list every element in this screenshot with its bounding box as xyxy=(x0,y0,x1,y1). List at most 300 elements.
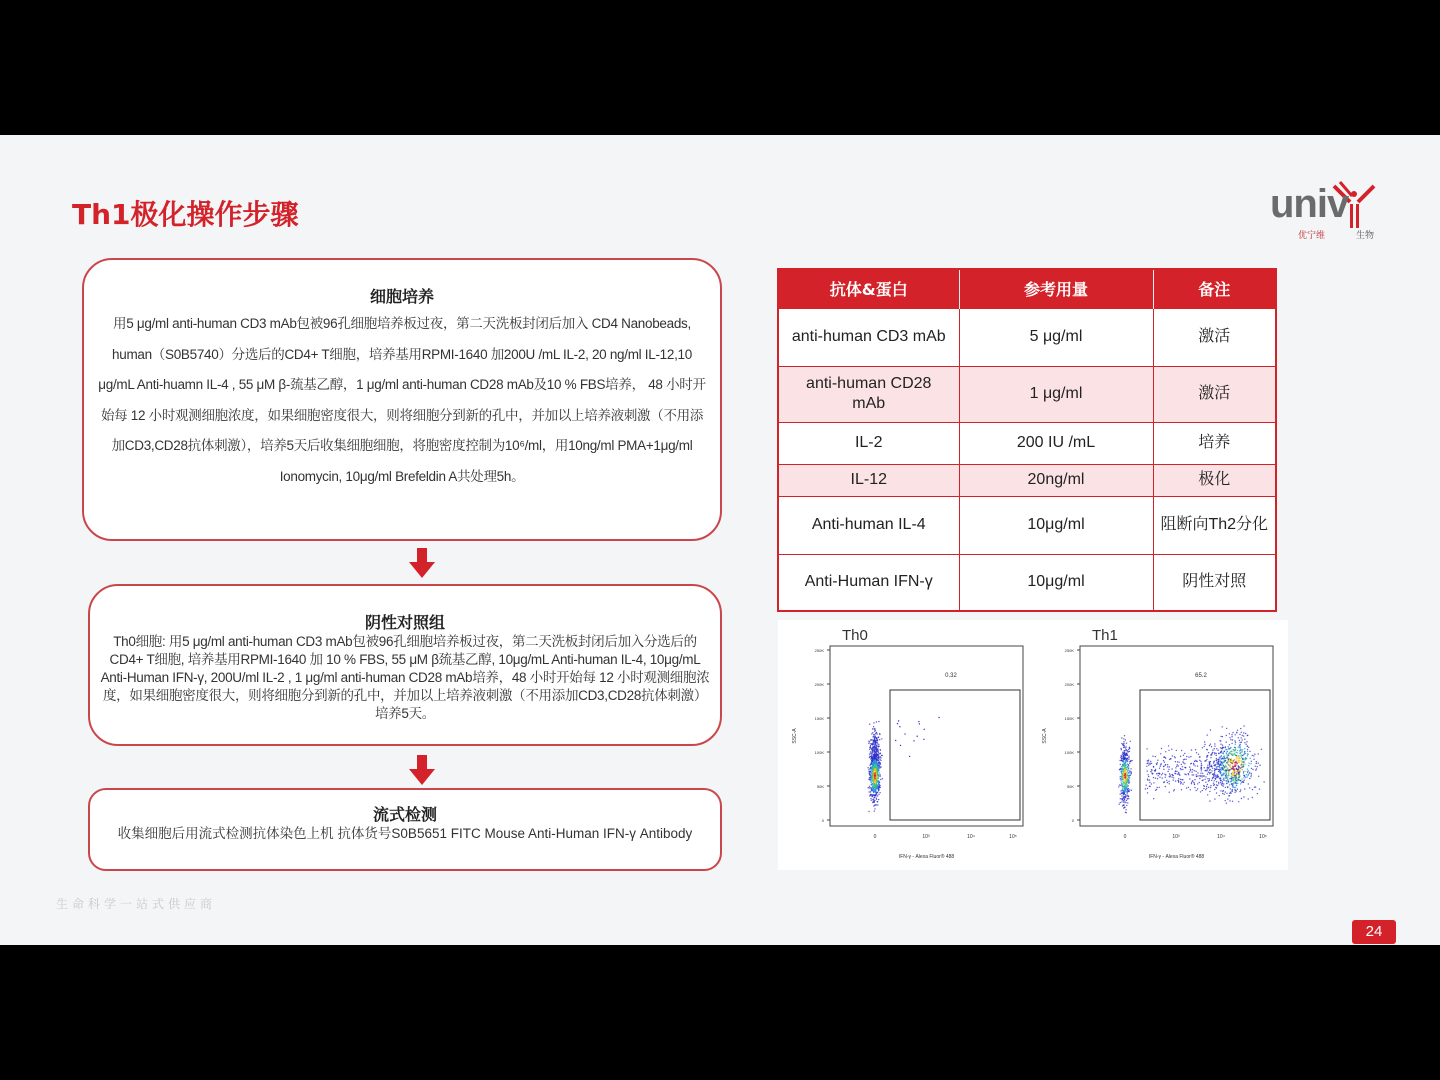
data-point xyxy=(1235,782,1236,783)
data-point xyxy=(1233,767,1234,768)
data-point xyxy=(875,768,876,769)
data-point xyxy=(872,763,873,764)
data-point xyxy=(1193,764,1194,765)
data-point xyxy=(1248,763,1249,764)
data-point xyxy=(1168,769,1169,770)
data-point xyxy=(1208,780,1209,781)
data-point xyxy=(1236,777,1237,778)
data-point xyxy=(1125,750,1126,751)
data-point xyxy=(1212,774,1213,775)
data-point xyxy=(1199,778,1200,779)
data-point xyxy=(1127,750,1128,751)
data-point xyxy=(1220,747,1221,748)
data-point xyxy=(1252,769,1253,770)
data-point xyxy=(869,754,870,755)
data-point xyxy=(1222,736,1223,737)
data-point xyxy=(1123,754,1124,755)
data-point xyxy=(870,780,871,781)
data-point xyxy=(1244,748,1245,749)
data-point xyxy=(923,739,924,740)
data-point xyxy=(1229,744,1230,745)
data-point xyxy=(1177,764,1178,765)
data-point xyxy=(879,772,880,773)
data-point xyxy=(1125,809,1126,810)
data-point xyxy=(1131,760,1132,761)
data-point xyxy=(1236,771,1237,772)
data-point xyxy=(1161,763,1162,764)
data-point xyxy=(1122,761,1123,762)
data-point xyxy=(1217,759,1218,760)
data-point xyxy=(1209,791,1210,792)
data-point xyxy=(1234,777,1235,778)
data-point xyxy=(1212,752,1213,753)
x-tick-label: 10³ xyxy=(922,834,930,840)
data-point xyxy=(1197,788,1198,789)
data-point xyxy=(1227,778,1228,779)
data-point xyxy=(1121,749,1122,750)
data-point xyxy=(1121,769,1122,770)
data-point xyxy=(897,723,898,724)
data-point xyxy=(1236,785,1237,786)
data-point xyxy=(1191,771,1192,772)
data-point xyxy=(1128,788,1129,789)
table-header: 备注 xyxy=(1153,269,1276,308)
data-point xyxy=(1191,783,1192,784)
data-point xyxy=(871,776,872,777)
data-point xyxy=(1146,766,1147,767)
data-point xyxy=(1230,767,1231,768)
logo-cn-right: 生物 xyxy=(1356,230,1375,240)
data-point xyxy=(1214,752,1215,753)
gate xyxy=(890,690,1020,820)
data-point xyxy=(1131,790,1132,791)
y-tick-label: 0 xyxy=(1071,818,1074,823)
data-point xyxy=(1188,787,1189,788)
data-point xyxy=(875,758,876,759)
data-point xyxy=(1247,751,1248,752)
data-point xyxy=(895,740,896,741)
data-point xyxy=(1168,745,1169,746)
data-point xyxy=(1236,768,1237,769)
data-point xyxy=(1237,769,1238,770)
data-point xyxy=(881,738,882,739)
data-point xyxy=(1128,777,1129,778)
data-point xyxy=(880,749,881,750)
data-point xyxy=(1216,760,1217,761)
data-point xyxy=(1225,780,1226,781)
data-point xyxy=(873,791,874,792)
data-point xyxy=(874,751,875,752)
data-point xyxy=(1193,782,1194,783)
data-point xyxy=(874,780,875,781)
data-point xyxy=(879,759,880,760)
data-point xyxy=(1165,751,1166,752)
data-point xyxy=(1247,776,1248,777)
data-point xyxy=(1227,755,1228,756)
data-point xyxy=(1234,763,1235,764)
data-point xyxy=(1130,768,1131,769)
data-point xyxy=(1200,791,1201,792)
data-point xyxy=(1241,763,1242,764)
data-point xyxy=(1218,783,1219,784)
data-point xyxy=(1240,750,1241,751)
data-point xyxy=(1178,772,1179,773)
data-point xyxy=(1224,758,1225,759)
data-point xyxy=(877,792,878,793)
data-point xyxy=(1124,762,1125,763)
data-point xyxy=(1160,766,1161,767)
data-point xyxy=(1235,766,1236,767)
data-point xyxy=(873,786,874,787)
data-point xyxy=(1165,774,1166,775)
data-point xyxy=(1220,780,1221,781)
data-point xyxy=(1226,777,1227,778)
data-point xyxy=(1231,773,1232,774)
data-point xyxy=(1241,757,1242,758)
data-point xyxy=(1120,778,1121,779)
data-point xyxy=(1186,756,1187,757)
data-point xyxy=(1128,756,1129,757)
table-cell: IL-12 xyxy=(778,464,959,496)
data-point xyxy=(1122,754,1123,755)
data-point xyxy=(1183,755,1184,756)
data-point xyxy=(1240,780,1241,781)
data-point xyxy=(1239,740,1240,741)
data-point xyxy=(872,783,873,784)
data-point xyxy=(1185,759,1186,760)
data-point xyxy=(1164,781,1165,782)
data-point xyxy=(1216,755,1217,756)
data-point xyxy=(1223,785,1224,786)
data-point xyxy=(1126,758,1127,759)
data-point xyxy=(1243,796,1244,797)
data-point xyxy=(1119,760,1120,761)
data-point xyxy=(873,748,874,749)
data-point xyxy=(881,755,882,756)
data-point xyxy=(877,788,878,789)
data-point xyxy=(1216,766,1217,767)
data-point xyxy=(876,733,877,734)
data-point xyxy=(874,808,875,809)
data-point xyxy=(872,773,873,774)
data-point xyxy=(1214,748,1215,749)
data-point xyxy=(1204,741,1205,742)
data-point xyxy=(1216,792,1217,793)
data-point xyxy=(1257,793,1258,794)
y-tick-label: 200K xyxy=(1064,682,1074,687)
data-point xyxy=(871,760,872,761)
data-point xyxy=(874,794,875,795)
data-point xyxy=(1247,746,1248,747)
data-point xyxy=(1129,751,1130,752)
data-point xyxy=(1173,790,1174,791)
data-point xyxy=(1228,770,1229,771)
data-point xyxy=(1219,769,1220,770)
x-tick-label: 10³ xyxy=(1172,834,1180,840)
data-point xyxy=(1240,746,1241,747)
data-point xyxy=(1245,733,1246,734)
data-point xyxy=(1175,767,1176,768)
data-point xyxy=(1121,781,1122,782)
data-point xyxy=(1223,778,1224,779)
data-point xyxy=(876,721,877,722)
data-point xyxy=(1238,746,1239,747)
data-point xyxy=(1153,766,1154,767)
data-point xyxy=(1236,790,1237,791)
data-point xyxy=(876,798,877,799)
data-point xyxy=(877,753,878,754)
logo xyxy=(1270,180,1390,244)
data-point xyxy=(1241,767,1242,768)
data-point xyxy=(1239,753,1240,754)
data-point xyxy=(938,717,939,718)
data-point xyxy=(1147,792,1148,793)
data-point xyxy=(1250,763,1251,764)
data-point xyxy=(1219,772,1220,773)
data-point xyxy=(1258,762,1259,763)
data-point xyxy=(1190,769,1191,770)
data-point xyxy=(1211,770,1212,771)
data-point xyxy=(1129,770,1130,771)
data-point xyxy=(1120,802,1121,803)
data-point xyxy=(1178,765,1179,766)
data-point xyxy=(1219,795,1220,796)
data-point xyxy=(1118,786,1119,787)
data-point xyxy=(1251,774,1252,775)
data-point xyxy=(874,729,875,730)
data-point xyxy=(1225,791,1226,792)
data-point xyxy=(1215,769,1216,770)
data-point xyxy=(1263,781,1264,782)
data-point xyxy=(874,756,875,757)
data-point xyxy=(1261,749,1262,750)
data-point xyxy=(873,726,874,727)
data-point xyxy=(1242,781,1243,782)
table-row xyxy=(778,308,1276,366)
data-point xyxy=(1127,779,1128,780)
data-point xyxy=(1214,746,1215,747)
data-point xyxy=(868,779,869,780)
step-heading: 细胞培养 xyxy=(369,287,434,306)
data-point xyxy=(1123,802,1124,803)
data-point xyxy=(1178,782,1179,783)
data-point xyxy=(1156,773,1157,774)
data-point xyxy=(1149,782,1150,783)
data-point xyxy=(1122,744,1123,745)
data-point xyxy=(874,778,875,779)
data-point xyxy=(871,788,872,789)
data-point xyxy=(876,739,877,740)
data-point xyxy=(1238,801,1239,802)
step-heading: 流式检测 xyxy=(372,805,437,824)
data-point xyxy=(1125,758,1126,759)
data-point xyxy=(1241,760,1242,761)
data-point xyxy=(1155,778,1156,779)
data-point xyxy=(1220,758,1221,759)
reagent-table xyxy=(777,268,1277,612)
data-point xyxy=(1128,749,1129,750)
data-point xyxy=(1121,743,1122,744)
data-point xyxy=(1223,756,1224,757)
data-point xyxy=(1124,773,1125,774)
data-point xyxy=(879,739,880,740)
data-point xyxy=(879,753,880,754)
data-point xyxy=(1206,786,1207,787)
data-point xyxy=(1128,782,1129,783)
data-point xyxy=(1243,764,1244,765)
data-point xyxy=(1123,741,1124,742)
data-point xyxy=(1208,772,1209,773)
data-point xyxy=(1123,773,1124,774)
data-point xyxy=(1234,792,1235,793)
data-point xyxy=(1216,769,1217,770)
data-point xyxy=(1259,765,1260,766)
data-point xyxy=(1236,757,1237,758)
y-tick-label: 200K xyxy=(814,682,824,687)
data-point xyxy=(1201,765,1202,766)
data-point xyxy=(1236,752,1237,753)
data-point xyxy=(1218,753,1219,754)
data-point xyxy=(1152,756,1153,757)
data-point xyxy=(875,764,876,765)
data-point xyxy=(1242,749,1243,750)
data-point xyxy=(1244,763,1245,764)
data-point xyxy=(870,745,871,746)
data-point xyxy=(1234,753,1235,754)
data-point xyxy=(1208,767,1209,768)
data-point xyxy=(1125,802,1126,803)
data-point xyxy=(1223,752,1224,753)
y-tick-label: 150K xyxy=(1064,716,1074,721)
data-point xyxy=(1126,753,1127,754)
data-point xyxy=(878,746,879,747)
data-point xyxy=(1201,776,1202,777)
data-point xyxy=(1222,768,1223,769)
data-point xyxy=(1217,764,1218,765)
data-point xyxy=(1211,780,1212,781)
table-cell: 激活 xyxy=(1153,308,1276,366)
data-point xyxy=(1226,728,1227,729)
data-point xyxy=(1244,753,1245,754)
data-point xyxy=(1238,755,1239,756)
y-tick-label: 50K xyxy=(816,784,824,789)
data-point xyxy=(904,733,905,734)
data-point xyxy=(1197,772,1198,773)
data-point xyxy=(1241,732,1242,733)
data-point xyxy=(875,752,876,753)
data-point xyxy=(1153,798,1154,799)
data-point xyxy=(871,758,872,759)
data-point xyxy=(1193,774,1194,775)
data-point xyxy=(874,738,875,739)
data-point xyxy=(1231,783,1232,784)
data-point xyxy=(1128,775,1129,776)
data-point xyxy=(1210,769,1211,770)
data-point xyxy=(1207,765,1208,766)
data-point xyxy=(1207,784,1208,785)
data-point xyxy=(869,749,870,750)
data-point xyxy=(1240,742,1241,743)
data-point xyxy=(1192,774,1193,775)
data-point xyxy=(1125,780,1126,781)
step-text: Th0细胞: 用5 μg/ml anti-human CD3 mAb包被96孔细胞培养板过夜，第二天洗板封闭后加入分选后的CD4+ T细胞, 培养基用RPMI-1640 加 10 % FBS, 55 μM β巯基乙醇, 10μg/mL Anti-human IL-4, 10μg/mL Anti-Human IFN-γ, 200U/ml IL-2 , 1 μg/ml anti-human CD28 mAb培养，48 小时开始每 12 小时观测细胞浓度，如果细胞密度很大，则将细胞分到新的孔中，并加以上培养液刺激（不用添加CD3,CD28抗体刺激）培养5天。 xyxy=(100,634,710,721)
gate-percent: 65.2 xyxy=(1195,673,1207,679)
data-point xyxy=(878,783,879,784)
step-heading: 阴性对照组 xyxy=(364,613,445,632)
data-point xyxy=(1194,787,1195,788)
data-point xyxy=(1200,776,1201,777)
data-point xyxy=(1214,760,1215,761)
data-point xyxy=(1225,776,1226,777)
data-point xyxy=(1127,766,1128,767)
data-point xyxy=(1251,768,1252,769)
data-point xyxy=(872,728,873,729)
data-point xyxy=(1204,767,1205,768)
data-point xyxy=(1125,771,1126,772)
data-point xyxy=(1191,782,1192,783)
data-point xyxy=(1251,773,1252,774)
data-point xyxy=(1206,749,1207,750)
step-text: 收集细胞后用流式检测抗体染色上机 抗体货号S0B5651 FITC Mouse Anti-Human IFN-γ Antibody xyxy=(117,826,693,841)
data-point xyxy=(1249,778,1250,779)
data-point xyxy=(1231,751,1232,752)
data-point xyxy=(1191,763,1192,764)
data-point xyxy=(1204,779,1205,780)
flow-plots-svg xyxy=(778,620,1288,870)
data-point xyxy=(1240,767,1241,768)
y-tick-label: 0 xyxy=(821,818,824,823)
data-point xyxy=(870,794,871,795)
data-point xyxy=(1213,783,1214,784)
data-point xyxy=(1124,806,1125,807)
data-point xyxy=(874,783,875,784)
data-point xyxy=(1218,769,1219,770)
data-point xyxy=(1234,775,1235,776)
data-point xyxy=(1120,748,1121,749)
data-point xyxy=(1231,779,1232,780)
data-point xyxy=(1125,777,1126,778)
plot-title: Th1 xyxy=(1092,627,1118,644)
table-row xyxy=(778,496,1276,554)
data-point xyxy=(1175,780,1176,781)
table-cell: 5 μg/ml xyxy=(959,308,1153,366)
data-point xyxy=(1242,739,1243,740)
data-point xyxy=(1211,746,1212,747)
data-point xyxy=(1207,755,1208,756)
table-cell: anti-human CD3 mAb xyxy=(778,308,959,366)
data-point xyxy=(1170,758,1171,759)
data-point xyxy=(1222,775,1223,776)
data-point xyxy=(1128,779,1129,780)
data-point xyxy=(1128,798,1129,799)
data-point xyxy=(876,787,877,788)
data-point xyxy=(1227,751,1228,752)
footer-slogan: 生命科学一站式供应商 xyxy=(56,897,217,911)
data-point xyxy=(1125,755,1126,756)
data-point xyxy=(1165,758,1166,759)
data-point xyxy=(873,758,874,759)
data-point xyxy=(1246,774,1247,775)
data-point xyxy=(1121,766,1122,767)
data-point xyxy=(1220,773,1221,774)
data-point xyxy=(1231,743,1232,744)
data-point xyxy=(877,804,878,805)
data-point xyxy=(1248,774,1249,775)
data-point xyxy=(1157,778,1158,779)
data-point xyxy=(1123,782,1124,783)
plot-frame xyxy=(830,646,1023,826)
data-point xyxy=(1157,773,1158,774)
